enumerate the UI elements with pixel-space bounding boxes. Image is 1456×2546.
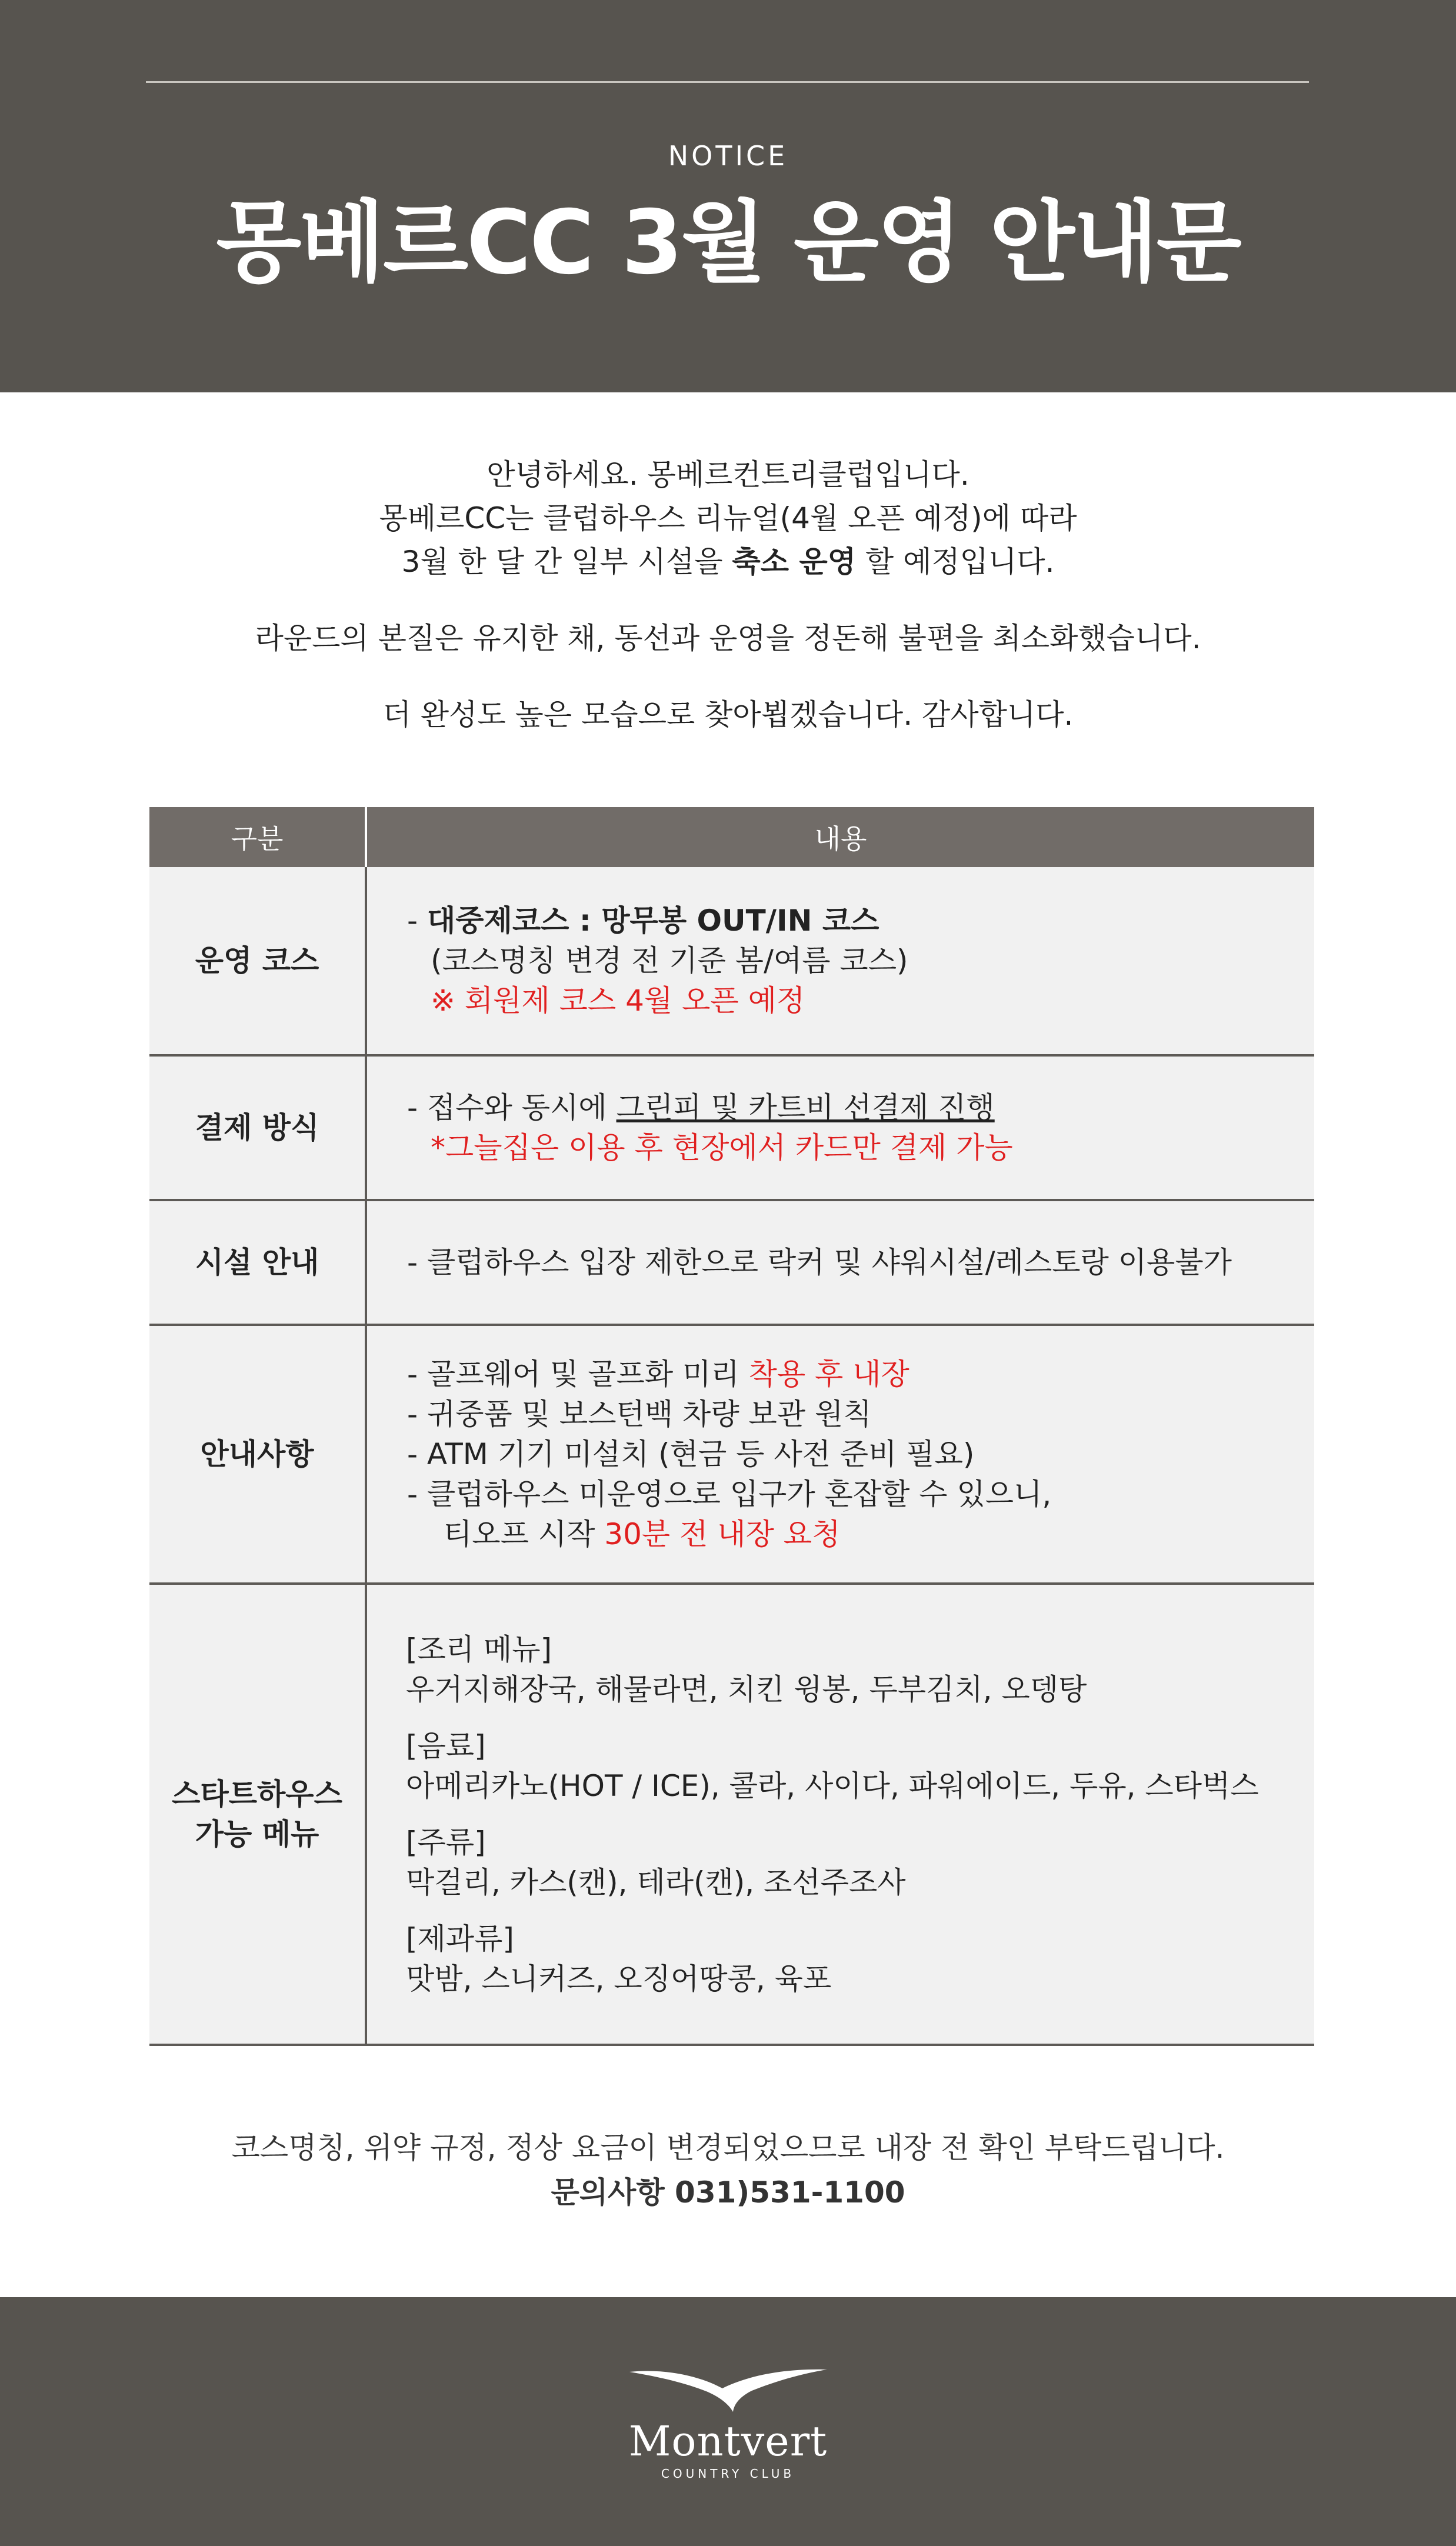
notice-kicker: NOTICE bbox=[668, 140, 788, 172]
menu-items: 아메리카노(HOT / ICE), 콜라, 사이다, 파워에이드, 두유, 스타벅스 bbox=[406, 1769, 1259, 1803]
footer-note bbox=[0, 2126, 1456, 2214]
row-label-notes: 안내사항 bbox=[149, 1325, 366, 1584]
brand-logo bbox=[606, 2365, 850, 2482]
row-content-notes: - 골프웨어 및 골프화 미리 착용 후 내장 - 귀중품 및 보스턴백 차량 보관 원칙 - ATM 기기 미설치 (현금 등 사전 준비 필요) - 클럽하우스 미운영으로 입구가 혼잡할 수 있으니, 티오프 시작 30분 전 내장 요청 bbox=[366, 1325, 1314, 1584]
row-content-course: - 대중제코스 : 망무봉 OUT/IN 코스 (코스명칭 변경 전 기준 봄/여름 코스) ※ 회원제 코스 4월 오픈 예정 bbox=[366, 867, 1314, 1055]
row-label-payment: 결제 방식 bbox=[149, 1055, 366, 1200]
intro-emphasis: 축소 운영 bbox=[732, 545, 856, 579]
intro-line: 라운드의 본질은 유지한 채, 동선과 운영을 정돈해 불편을 최소화했습니다. bbox=[255, 621, 1201, 655]
contact-info: 문의사항 031)531-1100 bbox=[551, 2175, 905, 2210]
menu-category-title: [제과류] bbox=[406, 1922, 514, 1956]
table-header-category: 구분 bbox=[149, 807, 366, 867]
table-row bbox=[149, 867, 1314, 1055]
table-row bbox=[149, 1200, 1314, 1325]
menu-category-title: [주류] bbox=[406, 1825, 486, 1859]
table-row bbox=[149, 1584, 1314, 2045]
menu-items: 막걸리, 카스(캔), 테라(캔), 조선주조사 bbox=[406, 1865, 906, 1899]
menu-category-title: [음료] bbox=[406, 1729, 486, 1763]
intro-line: 더 완성도 높은 모습으로 찾아뵙겠습니다. 감사합니다. bbox=[382, 698, 1074, 732]
table-row bbox=[149, 1055, 1314, 1200]
row-label-facility: 시설 안내 bbox=[149, 1200, 366, 1325]
header-banner bbox=[0, 0, 1456, 392]
intro-line: 3월 한 달 간 일부 시설을 축소 운영 할 예정입니다. bbox=[401, 545, 1055, 579]
table-header-content: 내용 bbox=[366, 807, 1314, 867]
menu-category-title: [조리 메뉴] bbox=[406, 1632, 552, 1667]
row-content-facility: - 클럽하우스 입장 제한으로 락커 및 샤워시설/레스토랑 이용불가 bbox=[366, 1200, 1314, 1325]
intro-line: 몽베르CC는 클럽하우스 리뉴얼(4월 오픈 예정)에 따라 bbox=[379, 501, 1077, 535]
intro-message bbox=[0, 453, 1456, 737]
menu-items: 맛밤, 스니커즈, 오징어땅콩, 육포 bbox=[406, 1962, 832, 1996]
row-label-menu: 스타트하우스 가능 메뉴 bbox=[149, 1584, 366, 2045]
header-divider bbox=[146, 81, 1309, 83]
page-title: 몽베르CC 3월 운영 안내문 bbox=[216, 192, 1240, 294]
table-row bbox=[149, 1325, 1314, 1584]
brand-wordmark: Montvert bbox=[628, 2417, 828, 2465]
info-table bbox=[149, 807, 1314, 2046]
change-notice: 코스명칭, 위약 규정, 정상 요금이 변경되었으므로 내장 전 확인 부탁드립니다. bbox=[231, 2131, 1225, 2165]
bird-wing-logo-icon bbox=[628, 2365, 828, 2418]
row-content-menu bbox=[366, 1584, 1314, 2045]
menu-items: 우거지해장국, 해물라면, 치킨 윙봉, 두부김치, 오뎅탕 bbox=[406, 1672, 1087, 1707]
table-header-row bbox=[149, 807, 1314, 867]
row-label-course: 운영 코스 bbox=[149, 867, 366, 1055]
brand-subtitle: COUNTRY CLUB bbox=[661, 2467, 795, 2481]
row-content-payment: - 접수와 동시에 그린피 및 카트비 선결제 진행 *그늘집은 이용 후 현장에서 카드만 결제 가능 bbox=[366, 1055, 1314, 1200]
intro-line: 안녕하세요. 몽베르컨트리클럽입니다. bbox=[487, 458, 969, 492]
